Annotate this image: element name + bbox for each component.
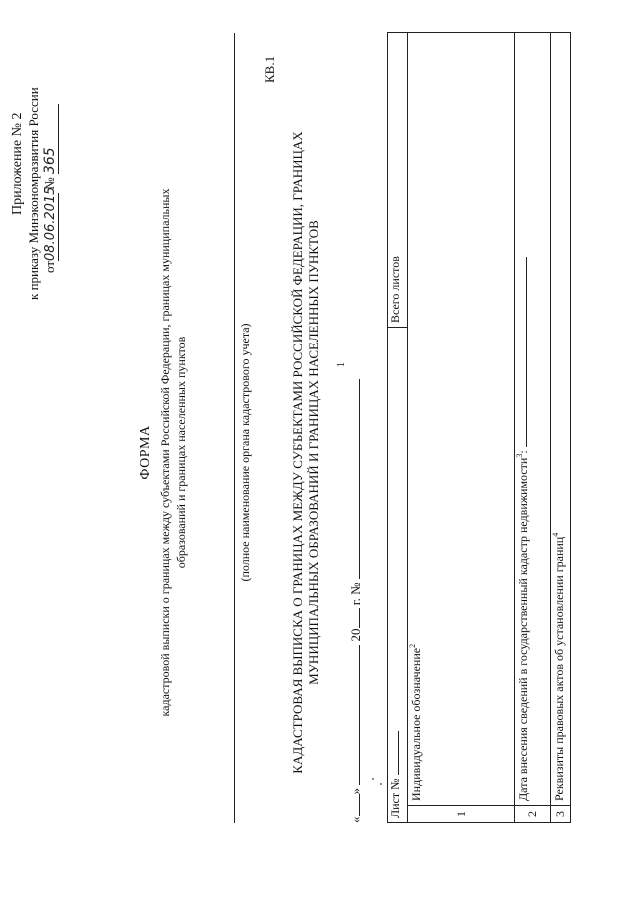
registration-date-blank[interactable] xyxy=(516,257,527,447)
table-row xyxy=(551,33,571,823)
year-prefix: 20 xyxy=(348,628,363,642)
dateline-superscript: 1 xyxy=(336,362,347,367)
doc-title-line2: МУНИЦИПАЛЬНЫХ ОБРАЗОВАНИЙ И ГРАНИЦАХ НАСЕЛЕННЫХ ПУНКТОВ xyxy=(306,220,321,685)
form-subtitle-line1: кадастровой выписки о границах между субъектами Российской Федерации, границах муниципальных xyxy=(158,188,172,717)
total-sheets-cell[interactable] xyxy=(388,33,408,328)
close-quote: » xyxy=(348,788,363,795)
open-quote: « xyxy=(348,816,363,823)
footnote-mark: 2 xyxy=(408,643,417,648)
sheet-number-label: Лист № xyxy=(388,778,402,818)
day-blank[interactable] xyxy=(349,795,360,817)
form-code: КВ.1 xyxy=(262,55,277,83)
total-sheets-label: Всего листов xyxy=(388,256,402,323)
year-suffix: г. № xyxy=(348,582,363,606)
row-tail: : xyxy=(516,450,530,454)
form-subtitle-line2: образований и границах населенных пунктов xyxy=(174,336,188,569)
legal-acts-cell[interactable] xyxy=(551,33,571,806)
org-name-line xyxy=(234,33,235,823)
month-blank[interactable] xyxy=(349,645,360,785)
registration-date-cell[interactable] xyxy=(515,33,551,806)
row-number: 2 xyxy=(515,806,551,823)
row-label: Индивидуальное обозначение xyxy=(409,647,423,801)
row-label: Дата внесения сведений в государственный кадастр недвижимости xyxy=(516,457,530,801)
year-blank[interactable] xyxy=(349,609,360,629)
date-prefix: от xyxy=(42,260,57,273)
appendix-title: Приложение № 2 xyxy=(10,112,25,215)
appendix-order-line: к приказу Минэкономразвития России xyxy=(26,87,41,300)
appendix-date-line xyxy=(42,104,59,273)
form-heading: ФОРМА xyxy=(138,425,153,480)
doc-title-line1: КАДАСТРОВАЯ ВЫПИСКА О ГРАНИЦАХ МЕЖДУ СУБЪЕКТАМИ РОССИЙСКОЙ ФЕДЕРАЦИИ, ГРАНИЦАХ xyxy=(290,131,305,774)
row-number: 1 xyxy=(408,806,515,823)
sheet-number-blank[interactable] xyxy=(388,731,399,775)
row-number: 3 xyxy=(551,806,571,823)
handwritten-date: 08.06.2015 xyxy=(43,186,58,261)
number-prefix: № xyxy=(42,177,57,190)
individual-designation-cell[interactable] xyxy=(408,33,515,806)
date-number-line xyxy=(348,379,364,823)
sheet-number-cell[interactable] xyxy=(388,328,408,823)
table-header-row xyxy=(388,33,408,823)
table-row xyxy=(515,33,551,823)
form-table xyxy=(387,32,571,823)
scan-speck xyxy=(380,783,382,785)
row-label: Реквизиты правовых актов об установлении границ xyxy=(552,536,566,801)
table-row xyxy=(408,33,515,823)
org-caption: (полное наименование органа кадастрового учета) xyxy=(238,323,252,582)
handwritten-number: 365 xyxy=(42,104,59,174)
footnote-mark: 4 xyxy=(551,532,560,537)
doc-number-blank[interactable] xyxy=(349,379,360,579)
footnote-mark: 3 xyxy=(515,453,524,458)
scan-speck xyxy=(372,778,374,780)
